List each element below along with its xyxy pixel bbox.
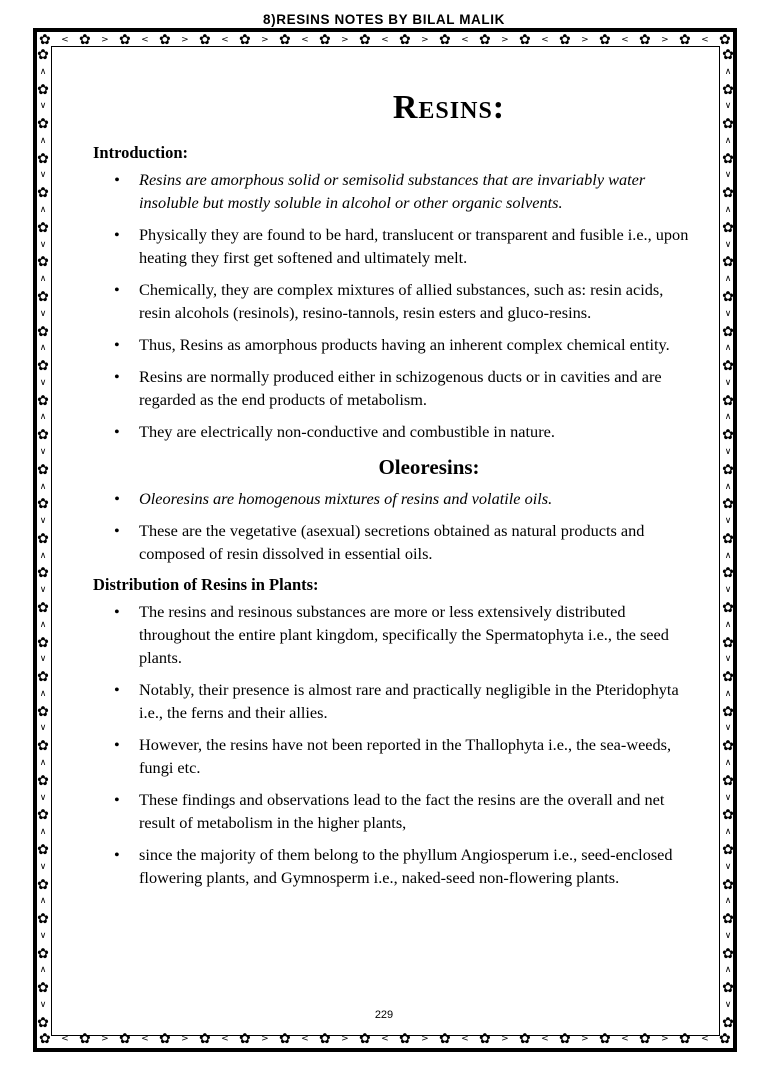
arrow-ornament-icon: ∧ [724,619,732,630]
flower-ornament-icon: ✿ [722,116,734,133]
arrow-ornament-icon: ∨ [39,101,47,112]
arrow-ornament-icon: > [421,1033,429,1044]
flower-ornament-icon: ✿ [37,427,49,444]
arrow-ornament-icon: > [581,1033,589,1044]
arrow-ornament-icon: < [61,34,69,45]
arrow-ornament-icon: < [701,1033,709,1044]
flower-ornament-icon: ✿ [722,945,734,962]
flower-ornament-icon: ✿ [37,81,49,98]
flower-ornament-icon: ✿ [439,32,451,48]
flower-ornament-icon: ✿ [79,1031,91,1047]
list-item: • These are the vegetative (asexual) secretions obtained as natural products and composed of resin dissolved in essential oils. [93,519,693,565]
flower-ornament-icon: ✿ [479,32,491,48]
arrow-ornament-icon: ∧ [724,758,732,769]
arrow-ornament-icon: ∨ [39,446,47,457]
flower-ornament-icon: ✿ [279,32,291,48]
flower-ornament-icon: ✿ [679,32,691,48]
section-heading-distribution: Distribution of Resins in Plants: [93,575,319,594]
flower-ornament-icon: ✿ [37,392,49,409]
arrow-ornament-icon: ∧ [39,412,47,423]
arrow-ornament-icon: ∨ [39,999,47,1010]
list-item: • Chemically, they are complex mixtures of allied substances, such as: resin acids, resin alcohols (resinols), resino-tannols, resin esters and gluco-resins. [93,278,693,324]
page-title: Resins: [392,89,506,126]
arrow-ornament-icon: ∧ [39,205,47,216]
arrow-ornament-icon: ∨ [39,239,47,250]
list-item: • They are electrically non-conductive and combustible in nature. [93,420,693,443]
section-heading-introduction: Introduction: [93,143,189,162]
flower-ornament-icon: ✿ [37,288,49,305]
arrow-ornament-icon: ∨ [724,377,732,388]
arrow-ornament-icon: ∨ [39,654,47,665]
flower-ornament-icon: ✿ [37,738,49,755]
flower-ornament-icon: ✿ [722,358,734,375]
arrow-ornament-icon: > [101,34,109,45]
flower-ornament-icon: ✿ [37,116,49,133]
flower-ornament-icon: ✿ [37,48,49,63]
arrow-ornament-icon: > [341,34,349,45]
flower-ornament-icon: ✿ [519,1031,531,1047]
arrow-ornament-icon: ∧ [39,758,47,769]
list-item: • Resins are amorphous solid or semisolid substances that are invariably water insoluble but mostly soluble in alcohol or other organic solvents. [93,168,693,214]
flower-ornament-icon: ✿ [37,1014,49,1030]
flower-ornament-icon: ✿ [37,565,49,582]
arrow-ornament-icon: ∧ [724,343,732,354]
flower-ornament-icon: ✿ [639,1031,651,1047]
arrow-ornament-icon: ∨ [724,930,732,941]
flower-ornament-icon: ✿ [559,1031,571,1047]
arrow-ornament-icon: ∧ [724,66,732,77]
flower-ornament-icon: ✿ [199,1031,211,1047]
flower-ornament-icon: ✿ [39,32,51,48]
arrow-ornament-icon: ∨ [39,377,47,388]
list-item: • Resins are normally produced either in schizogenous ducts or in cavities and are regarded as the end products of metabolism. [93,365,693,411]
flower-ornament-icon: ✿ [519,32,531,48]
flower-ornament-icon: ✿ [722,288,734,305]
arrow-ornament-icon: ∨ [724,861,732,872]
flower-ornament-icon: ✿ [37,323,49,340]
flower-ornament-icon: ✿ [359,1031,371,1047]
arrow-ornament-icon: ∨ [39,585,47,596]
arrow-ornament-icon: > [501,34,509,45]
arrow-ornament-icon: ∨ [724,170,732,181]
arrow-ornament-icon: ∧ [724,135,732,146]
arrow-ornament-icon: ∧ [39,135,47,146]
flower-ornament-icon: ✿ [159,32,171,48]
arrow-ornament-icon: < [221,1033,229,1044]
flower-ornament-icon: ✿ [722,841,734,858]
flower-ornament-icon: ✿ [37,496,49,513]
flower-ornament-icon: ✿ [359,32,371,48]
flower-ornament-icon: ✿ [37,185,49,202]
arrow-ornament-icon: ∧ [39,619,47,630]
flower-ornament-icon: ✿ [679,1031,691,1047]
flower-ornament-icon: ✿ [439,1031,451,1047]
arrow-ornament-icon: ∧ [724,412,732,423]
arrow-ornament-icon: ∨ [39,170,47,181]
arrow-ornament-icon: > [181,34,189,45]
list-item: • Physically they are found to be hard, translucent or transparent and fusible i.e., upon heating they first get softened and ultimately melt. [93,223,693,269]
flower-ornament-icon: ✿ [239,1031,251,1047]
flower-ornament-icon: ✿ [37,219,49,236]
section-heading-oleoresins: Oleoresins: [378,455,480,479]
arrow-ornament-icon: ∧ [724,896,732,907]
flower-ornament-icon: ✿ [722,911,734,928]
flower-ornament-icon: ✿ [722,48,734,63]
flower-ornament-icon: ✿ [39,1031,51,1047]
arrow-ornament-icon: < [541,34,549,45]
flower-ornament-icon: ✿ [37,530,49,547]
flower-ornament-icon: ✿ [639,32,651,48]
arrow-ornament-icon: > [261,1033,269,1044]
arrow-ornament-icon: < [141,1033,149,1044]
flower-ornament-icon: ✿ [722,738,734,755]
arrow-ornament-icon: ∧ [724,688,732,699]
flower-ornament-icon: ✿ [37,461,49,478]
arrow-ornament-icon: ∧ [39,688,47,699]
flower-ornament-icon: ✿ [37,807,49,824]
arrow-ornament-icon: ∧ [39,481,47,492]
flower-ornament-icon: ✿ [722,496,734,513]
arrow-ornament-icon: ∨ [724,516,732,527]
flower-ornament-icon: ✿ [239,32,251,48]
flower-ornament-icon: ✿ [119,1031,131,1047]
flower-ornament-icon: ✿ [722,669,734,686]
flower-ornament-icon: ✿ [722,219,734,236]
arrow-ornament-icon: < [61,1033,69,1044]
arrow-ornament-icon: < [381,34,389,45]
flower-ornament-icon: ✿ [37,980,49,997]
flower-ornament-icon: ✿ [199,32,211,48]
arrow-ornament-icon: ∨ [39,308,47,319]
flower-ornament-icon: ✿ [722,876,734,893]
arrow-ornament-icon: < [141,34,149,45]
arrow-ornament-icon: ∧ [39,343,47,354]
arrow-ornament-icon: ∧ [39,827,47,838]
flower-ornament-icon: ✿ [722,772,734,789]
arrow-ornament-icon: ∧ [39,896,47,907]
flower-ornament-icon: ✿ [722,150,734,167]
arrow-ornament-icon: ∨ [39,516,47,527]
arrow-ornament-icon: < [301,34,309,45]
list-item: • However, the resins have not been reported in the Thallophyta i.e., the sea-weeds, fungi etc. [93,733,693,779]
arrow-ornament-icon: > [341,1033,349,1044]
flower-ornament-icon: ✿ [559,32,571,48]
flower-ornament-icon: ✿ [722,185,734,202]
flower-ornament-icon: ✿ [279,1031,291,1047]
arrow-ornament-icon: > [661,1033,669,1044]
arrow-ornament-icon: ∧ [724,205,732,216]
flower-ornament-icon: ✿ [722,980,734,997]
flower-ornament-icon: ✿ [722,254,734,271]
list-item: • These findings and observations lead to the fact the resins are the overall and net result of metabolism in the higher plants, [93,788,693,834]
flower-ornament-icon: ✿ [37,634,49,651]
arrow-ornament-icon: ∧ [724,481,732,492]
flower-ornament-icon: ✿ [479,1031,491,1047]
page-content [93,88,693,898]
flower-ornament-icon: ✿ [722,323,734,340]
right-ornament-border [719,48,737,1030]
flower-ornament-icon: ✿ [722,703,734,720]
flower-ornament-icon: ✿ [722,600,734,616]
flower-ornament-icon: ✿ [722,427,734,444]
flower-ornament-icon: ✿ [37,254,49,271]
arrow-ornament-icon: ∨ [724,999,732,1010]
list-item: • since the majority of them belong to the phyllum Angiosperum i.e., seed-enclosed flowering plants, and Gymnosperm i.e., naked-seed non-flowering plants. [93,843,693,889]
distribution-list [93,600,693,889]
flower-ornament-icon: ✿ [37,150,49,167]
arrow-ornament-icon: ∧ [39,965,47,976]
arrow-ornament-icon: ∧ [724,965,732,976]
arrow-ornament-icon: ∨ [724,792,732,803]
list-item: • Thus, Resins as amorphous products having an inherent complex chemical entity. [93,333,693,356]
flower-ornament-icon: ✿ [722,565,734,582]
arrow-ornament-icon: ∧ [39,550,47,561]
flower-ornament-icon: ✿ [37,945,49,962]
flower-ornament-icon: ✿ [722,392,734,409]
flower-ornament-icon: ✿ [37,841,49,858]
flower-ornament-icon: ✿ [722,461,734,478]
flower-ornament-icon: ✿ [722,81,734,98]
arrow-ornament-icon: ∧ [39,274,47,285]
arrow-ornament-icon: > [101,1033,109,1044]
page-number: 229 [374,1009,394,1021]
arrow-ornament-icon: < [381,1033,389,1044]
arrow-ornament-icon: < [461,34,469,45]
arrow-ornament-icon: ∧ [724,550,732,561]
arrow-ornament-icon: > [261,34,269,45]
flower-ornament-icon: ✿ [722,807,734,824]
arrow-ornament-icon: ∨ [724,308,732,319]
arrow-ornament-icon: < [461,1033,469,1044]
arrow-ornament-icon: < [621,34,629,45]
flower-ornament-icon: ✿ [399,32,411,48]
arrow-ornament-icon: ∨ [724,723,732,734]
arrow-ornament-icon: < [541,1033,549,1044]
flower-ornament-icon: ✿ [319,32,331,48]
flower-ornament-icon: ✿ [119,32,131,48]
arrow-ornament-icon: ∨ [724,654,732,665]
arrow-ornament-icon: < [301,1033,309,1044]
arrow-ornament-icon: ∨ [724,239,732,250]
arrow-ornament-icon: ∧ [724,827,732,838]
flower-ornament-icon: ✿ [37,600,49,616]
left-ornament-border [34,48,52,1030]
arrow-ornament-icon: ∧ [724,274,732,285]
arrow-ornament-icon: ∨ [724,101,732,112]
flower-ornament-icon: ✿ [37,876,49,893]
flower-ornament-icon: ✿ [37,669,49,686]
flower-ornament-icon: ✿ [37,911,49,928]
oleoresins-list [93,487,693,565]
arrow-ornament-icon: > [181,1033,189,1044]
arrow-ornament-icon: ∨ [39,723,47,734]
flower-ornament-icon: ✿ [719,32,731,48]
arrow-ornament-icon: < [701,34,709,45]
flower-ornament-icon: ✿ [399,1031,411,1047]
arrow-ornament-icon: > [421,34,429,45]
flower-ornament-icon: ✿ [319,1031,331,1047]
arrow-ornament-icon: > [581,34,589,45]
arrow-ornament-icon: ∨ [724,585,732,596]
arrow-ornament-icon: ∧ [39,66,47,77]
arrow-ornament-icon: ∨ [39,861,47,872]
flower-ornament-icon: ✿ [159,1031,171,1047]
flower-ornament-icon: ✿ [722,530,734,547]
flower-ornament-icon: ✿ [719,1031,731,1047]
flower-ornament-icon: ✿ [79,32,91,48]
flower-ornament-icon: ✿ [37,358,49,375]
arrow-ornament-icon: ∨ [39,792,47,803]
list-item: • The resins and resinous substances are more or less extensively distributed throughout the entire plant kingdom, specifically the Spermatophyta i.e., the seed plants. [93,600,693,669]
introduction-list [93,168,693,443]
arrow-ornament-icon: > [661,34,669,45]
bottom-ornament-border [33,1029,737,1049]
page-header: 8)RESINS NOTES BY BILAL MALIK [263,12,505,27]
top-ornament-border [33,30,737,50]
arrow-ornament-icon: ∨ [724,446,732,457]
arrow-ornament-icon: > [501,1033,509,1044]
list-item: • Notably, their presence is almost rare and practically negligible in the Pteridophyta i.e., the ferns and their allies. [93,678,693,724]
flower-ornament-icon: ✿ [599,32,611,48]
flower-ornament-icon: ✿ [722,1014,734,1030]
flower-ornament-icon: ✿ [37,703,49,720]
flower-ornament-icon: ✿ [37,772,49,789]
list-item: • Oleoresins are homogenous mixtures of resins and volatile oils. [93,487,693,510]
flower-ornament-icon: ✿ [599,1031,611,1047]
arrow-ornament-icon: ∨ [39,930,47,941]
arrow-ornament-icon: < [221,34,229,45]
flower-ornament-icon: ✿ [722,634,734,651]
arrow-ornament-icon: < [621,1033,629,1044]
